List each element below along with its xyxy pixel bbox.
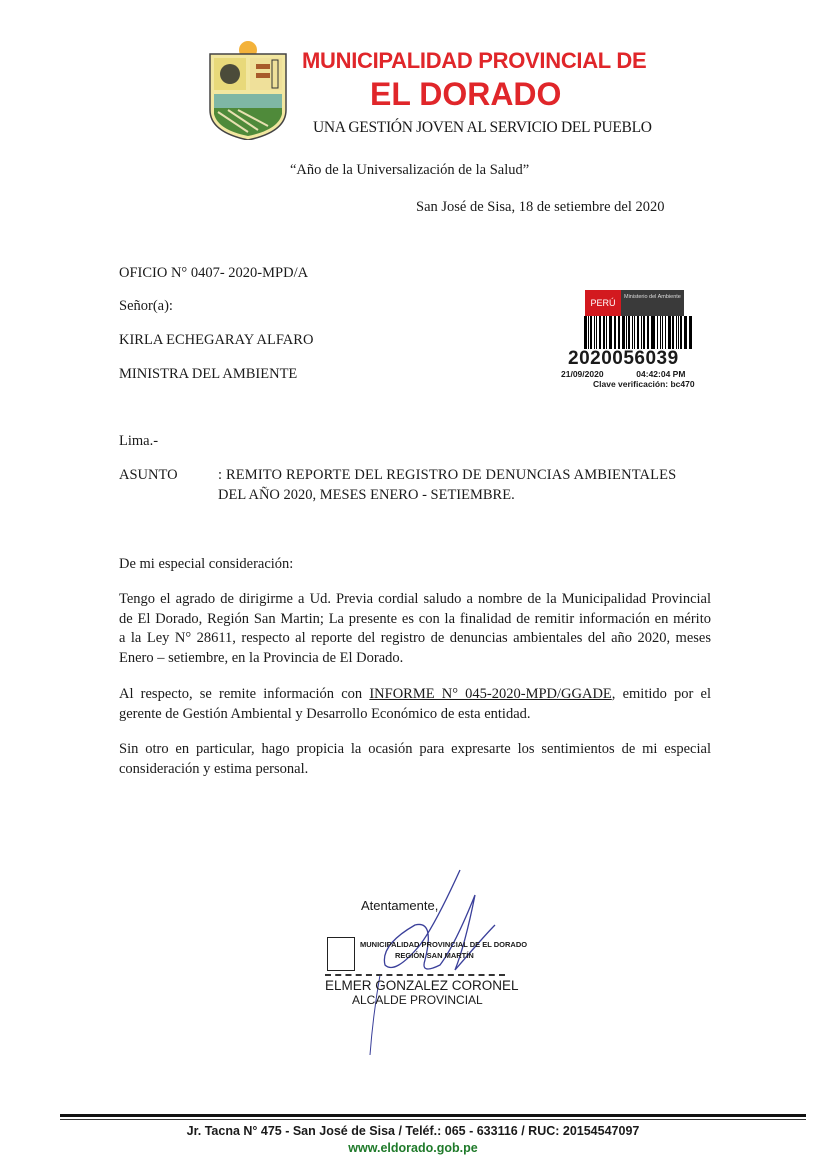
footer-website[interactable]: www.eldorado.gob.pe <box>348 1141 478 1155</box>
paragraph-text: Al respecto, se remite información con <box>119 686 370 702</box>
ministry-label: Ministerio del Ambiente <box>621 290 684 316</box>
reception-time: 04:42:04 PM <box>636 369 686 379</box>
signer-name: ELMER GONZALEZ CORONEL <box>325 978 519 993</box>
place-date: San José de Sisa, 18 de setiembre del 2020 <box>416 199 665 215</box>
paragraph-line: de El Dorado, Región San Martin; La presente es con la finalidad de remitir información en mérito <box>119 610 711 627</box>
seal-text-2: REGIÓN SAN MARTÍN <box>395 951 474 960</box>
barcode-bar <box>594 316 595 349</box>
barcode-bar <box>584 316 587 349</box>
paragraph-line: consideración y estima personal. <box>119 760 309 777</box>
barcode-bar <box>614 316 615 349</box>
barcode-bar <box>665 316 666 349</box>
barcode-bar <box>603 316 605 349</box>
footer-address: Jr. Tacna N° 475 - San José de Sisa / Teléf.: 065 - 633116 / RUC: 20154547097 <box>186 1124 640 1138</box>
report-reference: INFORME N° 045-2020-MPD/GGADE <box>369 686 612 702</box>
barcode-bar <box>609 316 612 349</box>
signer-title: ALCALDE PROVINCIAL <box>352 993 483 1007</box>
letterhead-municipality: EL DORADO <box>370 76 562 112</box>
barcode-bar <box>606 316 607 349</box>
seal-text-1: MUNICIPALIDAD PROVINCIAL DE EL DORADO <box>360 940 528 949</box>
recipient-city: Lima.- <box>119 433 159 449</box>
barcode-bar <box>641 316 642 349</box>
barcode-bar <box>662 316 664 349</box>
paragraph-line: Enero – setiembre, en la Provincia de El Dorado. <box>119 649 404 666</box>
barcode-bar <box>643 316 645 349</box>
registration-number: 2020056039 <box>568 348 679 369</box>
barcode-bar <box>647 316 649 349</box>
barcode-bar <box>657 316 658 349</box>
recipient-position: MINISTRA DEL AMBIENTE <box>119 366 298 382</box>
salutation: Señor(a): <box>119 298 173 314</box>
barcode-bar <box>618 316 620 349</box>
paragraph-1 <box>119 590 711 668</box>
handwritten-signature <box>325 865 528 1065</box>
barcode-bar <box>637 316 640 349</box>
barcode-bar <box>690 316 692 349</box>
barcode-bar <box>615 316 616 349</box>
barcode-bar <box>651 316 652 349</box>
barcode <box>584 316 694 349</box>
paragraph-line: gerente de Gestión Ambiental y Desarrollo Económico de esta entidad. <box>119 705 531 722</box>
barcode-bar <box>588 316 589 349</box>
verification-key: Clave verificación: bc470 <box>593 379 695 389</box>
barcode-bar <box>684 316 687 349</box>
signature-line <box>325 974 505 976</box>
letterhead-slogan: UNA GESTIÓN JOVEN AL SERVICIO DEL PUEBLO <box>313 119 652 136</box>
barcode-bar <box>660 316 661 349</box>
reception-stamp <box>561 290 732 389</box>
year-motto: “Año de la Universalización de la Salud” <box>290 162 530 178</box>
paragraph-3 <box>119 740 711 779</box>
country-label: PERÚ <box>585 290 621 316</box>
municipal-seal-icon <box>327 937 355 971</box>
oficio-number: OFICIO N° 0407- 2020-MPD/A <box>119 265 309 281</box>
letterhead-title: MUNICIPALIDAD PROVINCIAL DE <box>302 48 647 73</box>
barcode-bar <box>622 316 625 349</box>
paragraph-line: Tengo el agrado de dirigirme a Ud. Previa cordial saludo a nombre de la Municipalidad Provincial <box>119 591 711 607</box>
subject-line-1: : REMITO REPORTE DEL REGISTRO DE DENUNCIAS AMBIENTALES <box>218 467 677 483</box>
barcode-bar <box>652 316 655 349</box>
barcode-bar <box>668 316 671 349</box>
barcode-bar <box>678 316 679 349</box>
reception-date: 21/09/2020 <box>561 369 604 379</box>
municipal-crest-logo <box>208 40 288 140</box>
barcode-bar <box>599 316 602 349</box>
paragraph-2 <box>119 685 711 724</box>
footer-divider-thin <box>60 1119 806 1120</box>
greeting: De mi especial consideración: <box>119 556 294 572</box>
barcode-bar <box>689 316 690 349</box>
footer-divider <box>60 1114 806 1117</box>
paragraph-line: a la Ley N° 28611, respecto al reporte del registro de denuncias ambientales del año 2020, meses <box>119 630 711 646</box>
barcode-bar <box>676 316 677 349</box>
barcode-bar <box>590 316 592 349</box>
barcode-bar <box>628 316 630 349</box>
barcode-bar <box>680 316 682 349</box>
barcode-bar <box>632 316 633 349</box>
ministry-logo <box>585 290 684 316</box>
barcode-bar <box>634 316 635 349</box>
subject-label: ASUNTO <box>119 467 178 483</box>
subject-line-2: DEL AÑO 2020, MESES ENERO - SETIEMBRE. <box>218 487 515 503</box>
barcode-bar <box>626 316 627 349</box>
barcode-bar <box>672 316 674 349</box>
closing: Atentamente, <box>361 898 439 913</box>
barcode-bar <box>596 316 597 349</box>
paragraph-line: Sin otro en particular, hago propicia la ocasión para expresarte los sentimientos de mi especial <box>119 741 711 757</box>
recipient-name: KIRLA ECHEGARAY ALFARO <box>119 332 314 348</box>
paragraph-text: , emitido por el <box>611 686 712 702</box>
